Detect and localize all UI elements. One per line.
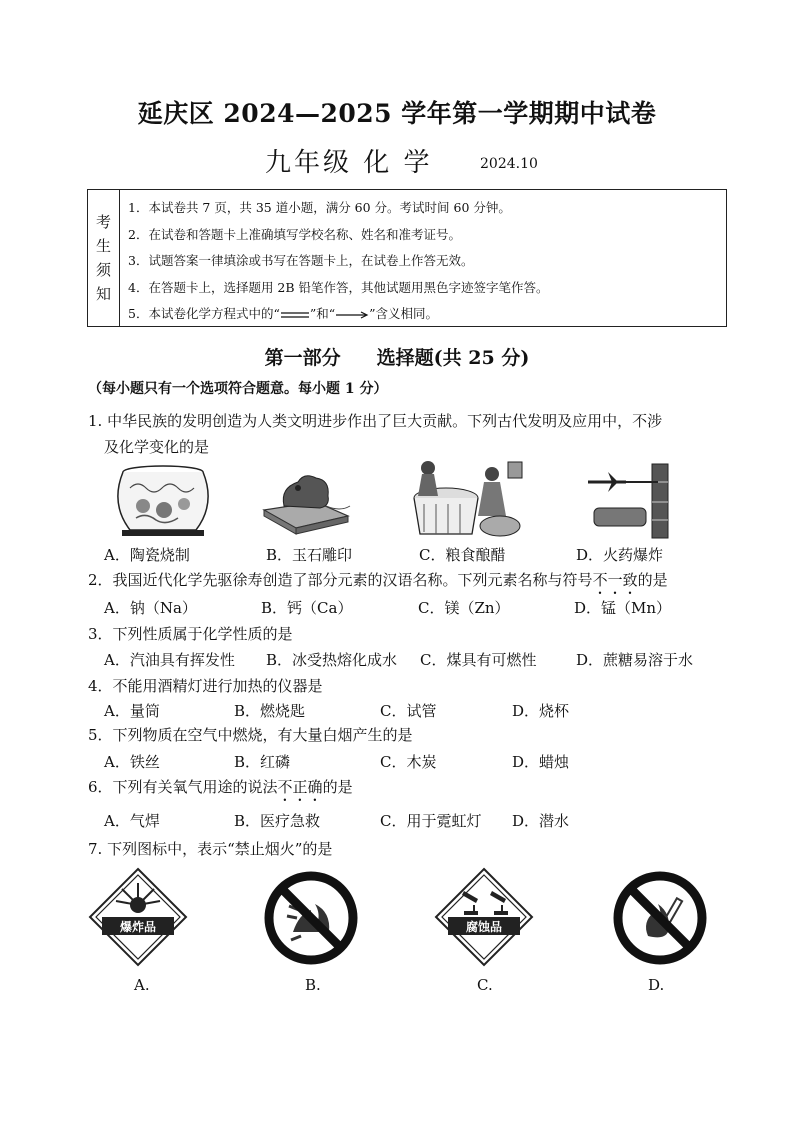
q6-stem-emphasis: 不正确: [277, 778, 323, 796]
q3-option-d[interactable]: D．蔗糖易溶于水: [576, 651, 694, 669]
q3-option-a[interactable]: A．汽油具有挥发性: [104, 651, 235, 669]
q6-stem-post: 的是: [322, 778, 353, 796]
q5-stem: 5．下列物质在空气中燃烧，有大量白烟产生的是: [88, 726, 413, 744]
q4-stem: 4．不能用酒精灯进行加热的仪器是: [88, 677, 323, 695]
instruction: （每小题只有一个选项符合题意。每小题 1 分）: [88, 381, 388, 397]
q6-option-c[interactable]: C．用于霓虹灯: [380, 812, 482, 830]
q2-option-a[interactable]: A．钠（Na）: [104, 599, 197, 617]
gunpowder-weapon-image: [586, 462, 676, 542]
sign-a-text: 爆炸品: [119, 920, 157, 934]
explosive-sign-icon: [88, 867, 188, 967]
exam-subtitle: 九年级 化 学: [265, 148, 433, 178]
q5-option-c[interactable]: C．木炭: [380, 753, 437, 771]
q2-option-b[interactable]: B．钙（Ca）: [261, 599, 353, 617]
exam-date: 2024.10: [480, 156, 538, 172]
q3-stem: 3．下列性质属于化学性质的是: [88, 625, 293, 643]
section-part: 第一部分: [264, 347, 341, 369]
q6-option-a[interactable]: A．气焊: [104, 812, 160, 830]
q2-option-d[interactable]: D．锰（Mn）: [574, 599, 672, 617]
q2-stem-emphasis: 不一致: [592, 571, 638, 589]
q5-option-a[interactable]: A．铁丝: [104, 753, 160, 771]
q4-option-b[interactable]: B．燃烧匙: [234, 702, 306, 720]
q2-stem: [88, 569, 668, 598]
notice-item: 1．本试卷共 7 页，共 35 道小题，满分 60 分。考试时间 60 分钟。: [128, 200, 511, 215]
q1-stem-line2: 及化学变化的是: [104, 438, 210, 456]
notice-label-char: 须: [95, 261, 111, 279]
notice-item: 4．在答题卡上，选择题用 2B 铅笔作答，其他试题用黑色字迹签字笔作答。: [128, 279, 549, 295]
q1-option-d[interactable]: D．火药爆炸: [576, 546, 664, 564]
q1-option-c[interactable]: C．粮食酿醋: [419, 546, 506, 564]
porcelain-jar-image: [108, 464, 218, 540]
notice-item: 3．试题答案一律填涂或书写在答题卡上，在试卷上作答无效。: [128, 253, 474, 268]
notice-label-char: 知: [95, 285, 111, 303]
q1-option-a[interactable]: A．陶瓷烧制: [104, 546, 190, 564]
section-heading: [0, 343, 794, 370]
q4-option-c[interactable]: C．试管: [380, 702, 437, 720]
q6-option-d[interactable]: D．潜水: [512, 812, 570, 830]
q3-option-c[interactable]: C．煤具有可燃性: [420, 651, 537, 669]
corrosive-sign-icon: [434, 867, 534, 967]
q3-option-b[interactable]: B．冰受热熔化成水: [266, 651, 398, 669]
q7-option-c[interactable]: C.: [477, 976, 493, 994]
q6-stem: [88, 776, 353, 805]
q1-stem-line1: 1. 中华民族的发明创造为人类文明进步作出了巨大贡献。下列古代发明及应用中，不涉: [88, 412, 663, 430]
sign-c-text: 腐蚀品: [465, 920, 503, 934]
notice-item-part: ”和“: [309, 306, 336, 321]
vinegar-brewing-image: [404, 456, 530, 542]
q6-option-b[interactable]: B．医疗急救: [234, 812, 321, 830]
q7-option-d[interactable]: D.: [648, 976, 665, 994]
notice-item-part: ”含义相同。: [369, 306, 439, 321]
notice-item-part: 5．本试卷化学方程式中的“: [128, 306, 280, 321]
q2-stem-pre: 2．我国近代化学先驱徐寿创造了部分元素的汉语名称。下列元素名称与符号: [88, 571, 593, 589]
notice-item: 2．在试卷和答题卡上准确填写学校名称、姓名和准考证号。: [128, 226, 461, 242]
no-fire-sign-icon: [612, 870, 708, 966]
q2-stem-post: 的是: [637, 571, 668, 589]
q4-option-d[interactable]: D．烧杯: [512, 702, 570, 720]
q7-option-a[interactable]: A.: [134, 976, 150, 994]
notice-item: [128, 301, 549, 328]
double-equals-icon: [280, 311, 310, 319]
q5-option-b[interactable]: B．红磷: [234, 753, 291, 771]
q5-option-d[interactable]: D．蜡烛: [512, 753, 570, 771]
q7-stem: 7. 下列图标中，表示“禁止烟火”的是: [88, 840, 333, 858]
notice-label-char: 生: [95, 237, 111, 255]
right-arrow-icon: [335, 311, 369, 319]
q6-stem-pre: 6．下列有关氧气用途的说法: [88, 778, 278, 796]
exam-title: 延庆区 2024—2025 学年第一学期期中试卷: [137, 99, 657, 128]
q1-option-b[interactable]: B．玉石雕印: [266, 546, 353, 564]
q4-option-a[interactable]: A．量筒: [104, 702, 160, 720]
q2-option-c[interactable]: C．镁（Zn）: [418, 599, 510, 617]
q7-option-b[interactable]: B.: [305, 976, 321, 994]
section-name: 选择题(共 25 分): [376, 347, 530, 369]
prohibition-sign-b-icon: [263, 870, 359, 966]
notice-label-char: 考: [95, 213, 111, 231]
notice-label: [88, 190, 120, 326]
jade-seal-image: [256, 466, 356, 536]
notice-box: [87, 189, 727, 327]
notice-items: [128, 195, 549, 328]
